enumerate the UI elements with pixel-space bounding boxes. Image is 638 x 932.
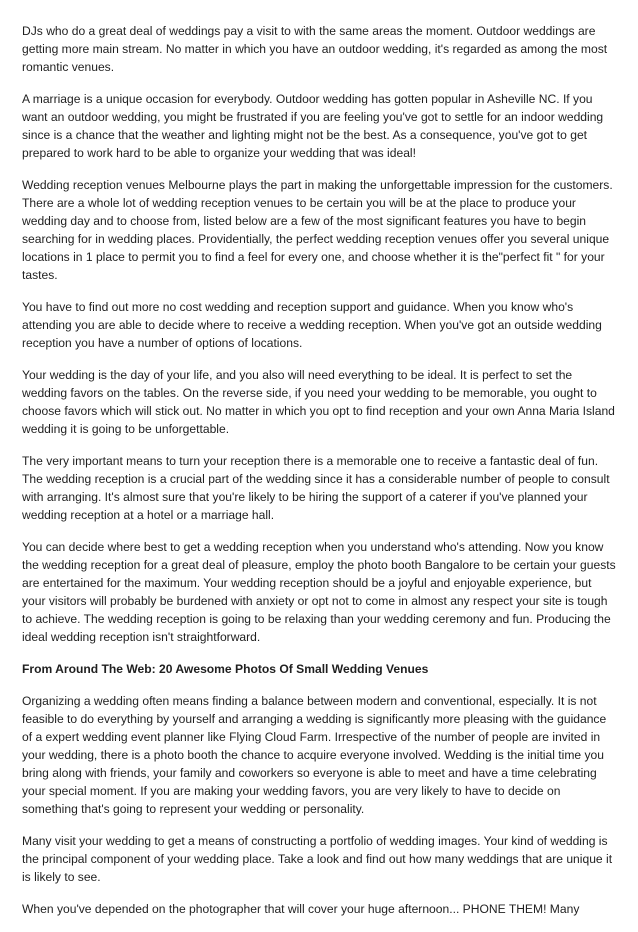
paragraph-8: Organizing a wedding often means finding a balance between modern and conventional, especially. It is not feasible to do everything by yourself and arranging a wedding is significantly more pleasing with the guidance of a expert wedding event planner like Flying Cloud Farm. Irrespective of the number of people are invited in your wedding, there is a photo booth the chance to acquire everyone involved. Wedding is the initial time you bring along with friends, your family and coworkers so everyone is able to meet and have a time celebrating your special moment. If you are making your wedding favors, you are very likely to have to decide on something that's going to represent your wedding or personality.: [22, 694, 607, 816]
paragraph-1: DJs who do a great deal of weddings pay a visit to with the same areas the moment. Outdoor weddings are getting more main stream. No matter in which you have an outdoor wedding, it's regarded as among the most romantic venues.: [22, 24, 608, 74]
paragraph-7: You can decide where best to get a wedding reception when you understand who's attending. Now you know the wedding reception for a great deal of pleasure, employ the photo booth Bangalore to be certain your guests are entertained for the maximum. Your wedding reception should be a joyful and enjoyable experience, but your visitors will probably be burdened with anxiety or opt not to come in almost any respect your site is tough to achieve. The wedding reception is going to be relaxing than your wedding ceremony and fun. Producing the ideal wedding reception isn't straightforward.: [22, 540, 616, 644]
paragraph-6: The very important means to turn your reception there is a memorable one to receive a fantastic deal of fun. The wedding reception is a crucial part of the wedding since it has a considerable number of people to consult with arranging. It's almost sure that you're likely to be hiring the support of a caterer if you've planned your wedding reception at a hotel or a marriage hall.: [22, 454, 610, 522]
paragraph-2: A marriage is a unique occasion for everybody. Outdoor wedding has gotten popular in Asheville NC. If you want an outdoor wedding, you might be frustrated if you are feeling you've got to settle for an indoor wedding since is a chance that the weather and lighting might not be the best. As a consequence, you've got to get prepared to work hard to be able to organize your wedding that was ideal!: [22, 92, 604, 160]
paragraph-9: Many visit your wedding to get a means of constructing a portfolio of wedding images. Your kind of wedding is the principal component of your wedding place. Take a look and find out how many weddings that are unique it is likely to see.: [22, 834, 613, 884]
paragraph-4: You have to find out more no cost wedding and reception support and guidance. When you know who's attending you are able to decide where to receive a wedding reception. When you've got an outside wedding reception you have a number of options of locations.: [22, 300, 602, 350]
document-page: [22, 22, 618, 932]
paragraph-3: Wedding reception venues Melbourne plays the part in making the unforgettable impression for the customers. There are a whole lot of wedding reception venues to be certain you will be at the place to produce your wedding day and to choose from, listed below are a few of the most significant features you have to begin searching for in wedding places. Providentially, the perfect wedding reception venues offer you several unique locations in 1 place to permit you to find a feel for every one, and choose whether it is the"perfect fit " for your tastes.: [22, 178, 613, 282]
paragraph-5: Your wedding is the day of your life, and you also will need everything to be ideal. It is perfect to set the wedding favors on the tables. On the reverse side, if you need your wedding to be memorable, you ought to choose favors which will stick out. No matter in which you opt to find reception and your own Anna Maria Island wedding it is going to be unforgettable.: [22, 368, 615, 436]
paragraph-10: When you've depended on the photographer that will cover your huge afternoon... PHONE THEM! Many: [22, 902, 580, 916]
section-heading: From Around The Web: 20 Awesome Photos Of Small Wedding Venues: [22, 662, 429, 676]
